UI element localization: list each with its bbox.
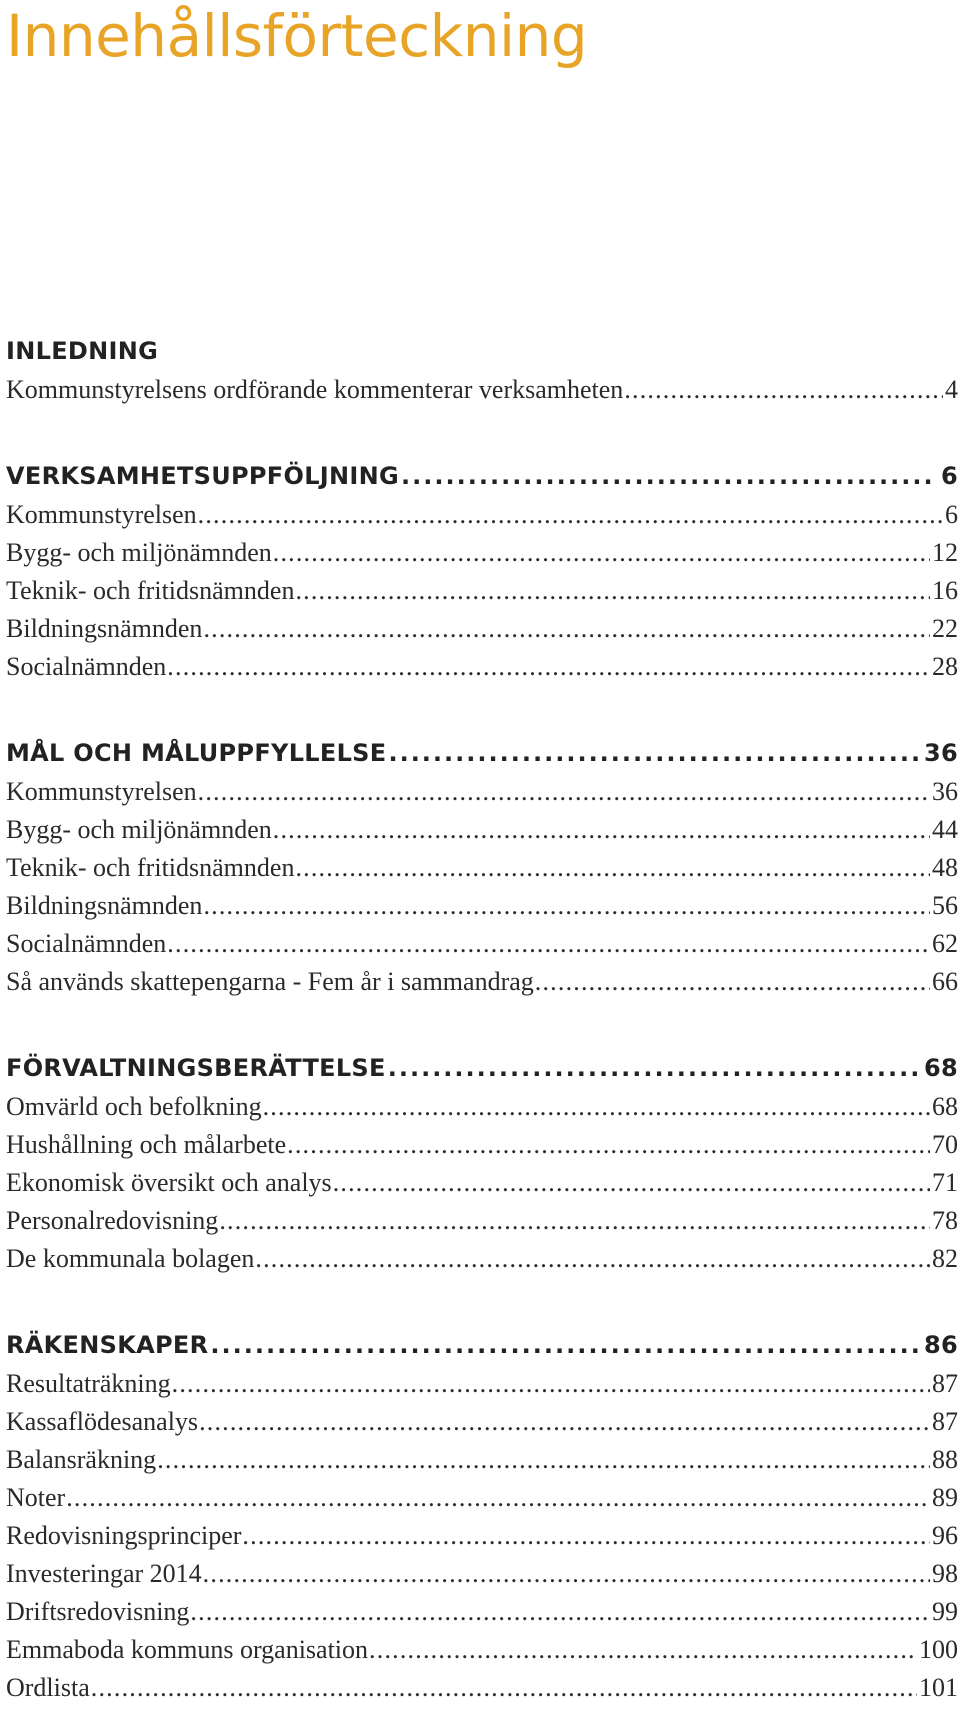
dot-leader (167, 929, 930, 959)
toc-entry-page-number: 99 (932, 1597, 958, 1626)
toc-entry[interactable] (6, 375, 960, 413)
toc-entry-label: Kommunstyrelsens ordförande kommenterar verksamheten (6, 375, 624, 404)
dot-leader (287, 1130, 930, 1160)
toc-section (6, 1054, 960, 1282)
toc-entry-label: Kommunstyrelsen (6, 777, 197, 806)
toc-entry[interactable] (6, 1407, 960, 1445)
toc-entry-page-number: 70 (932, 1130, 958, 1159)
toc-entry-label: Hushållning och målarbete (6, 1130, 287, 1159)
toc-entry-label: Noter (6, 1483, 66, 1512)
dot-leader (535, 967, 930, 997)
page-title: Innehållsförteckning (6, 2, 588, 70)
dot-leader (66, 1483, 930, 1513)
toc-entry[interactable] (6, 1521, 960, 1559)
toc-entry-page-number: 6 (945, 500, 958, 529)
dot-leader (255, 1244, 930, 1274)
toc-heading-label: RÄKENSKAPER (6, 1331, 209, 1359)
toc-entry-page-number: 16 (932, 576, 958, 605)
toc-entry-label: Bygg- och miljönämnden (6, 815, 272, 844)
toc-entry-page-number: 98 (932, 1559, 958, 1588)
dot-leader (273, 538, 930, 568)
toc-entry-label: Redovisningsprinciper (6, 1521, 242, 1550)
toc-heading-label: VERKSAMHETSUPPFÖLJNING (6, 462, 400, 490)
toc-section-heading[interactable] (6, 739, 960, 777)
toc-section (6, 1331, 960, 1711)
dot-leader (199, 1407, 930, 1437)
toc-entry[interactable] (6, 1673, 960, 1711)
toc-entry-page-number: 62 (932, 929, 958, 958)
toc-entry[interactable] (6, 614, 960, 652)
toc-entry-page-number: 87 (932, 1407, 958, 1436)
toc-entry-page-number: 101 (919, 1673, 958, 1702)
dot-leader (198, 500, 943, 530)
toc-entry[interactable] (6, 967, 960, 1005)
dot-leader (172, 1369, 930, 1399)
toc-entry-page-number: 44 (932, 815, 958, 844)
toc-entry[interactable] (6, 1168, 960, 1206)
toc-entry[interactable] (6, 815, 960, 853)
toc-entry-page-number: 4 (945, 375, 958, 404)
toc-section-heading[interactable] (6, 1331, 960, 1369)
dot-leader (295, 853, 930, 883)
toc-entry-page-number: 66 (932, 967, 958, 996)
toc-entry-label: Emmaboda kommuns organisation (6, 1635, 369, 1664)
toc-entry-label: Teknik- och fritidsnämnden (6, 576, 295, 605)
toc-entry-page-number: 88 (932, 1445, 958, 1474)
toc-heading-page-number: 6 (941, 462, 958, 490)
toc-entry-label: Bygg- och miljönämnden (6, 538, 272, 567)
dot-leader (167, 652, 930, 682)
toc-entry-label: Kommunstyrelsen (6, 500, 197, 529)
toc-entry[interactable] (6, 1130, 960, 1168)
dot-leader (210, 1331, 920, 1359)
toc-entry[interactable] (6, 891, 960, 929)
dot-leader (401, 462, 937, 490)
dot-leader (157, 1445, 930, 1475)
dot-leader (369, 1635, 917, 1665)
toc-entry[interactable] (6, 1445, 960, 1483)
toc-entry-page-number: 96 (932, 1521, 958, 1550)
dot-leader (190, 1597, 930, 1627)
toc-entry[interactable] (6, 652, 960, 690)
toc-entry-label: Omvärld och befolkning (6, 1092, 262, 1121)
toc-entry-label: Bildningsnämnden (6, 891, 203, 920)
dot-leader (624, 375, 943, 405)
toc-entry-label: Personalredovisning (6, 1206, 219, 1235)
toc-entry[interactable] (6, 1559, 960, 1597)
toc-heading-page-number: 36 (924, 739, 958, 767)
toc-heading-label: INLEDNING (6, 337, 159, 365)
dot-leader (333, 1168, 930, 1198)
toc-entry-label: Balansräkning (6, 1445, 157, 1474)
toc-entry-label: Socialnämnden (6, 929, 167, 958)
toc-entry-page-number: 78 (932, 1206, 958, 1235)
toc-entry[interactable] (6, 538, 960, 576)
dot-leader (203, 1559, 930, 1589)
toc-entry-label: Kassaflödesanalys (6, 1407, 199, 1436)
toc-entry-label: De kommunala bolagen (6, 1244, 255, 1273)
dot-leader (273, 815, 930, 845)
toc-heading-page-number: 86 (924, 1331, 958, 1359)
toc-entry-page-number: 28 (932, 652, 958, 681)
toc-entry[interactable] (6, 500, 960, 538)
toc-entry-page-number: 68 (932, 1092, 958, 1121)
dot-leader (203, 614, 930, 644)
toc-section-heading[interactable] (6, 337, 960, 375)
toc-heading-label: FÖRVALTNINGSBERÄTTELSE (6, 1054, 386, 1082)
toc-entry-page-number: 71 (932, 1168, 958, 1197)
toc-entry[interactable] (6, 1597, 960, 1635)
toc-entry-label: Bildningsnämnden (6, 614, 203, 643)
dot-leader (219, 1206, 930, 1236)
toc-section-heading[interactable] (6, 462, 960, 500)
toc-entry-page-number: 22 (932, 614, 958, 643)
toc-heading-page-number: 68 (924, 1054, 958, 1082)
toc-entry[interactable] (6, 853, 960, 891)
toc-entry-label: Ordlista (6, 1673, 90, 1702)
toc-entry-page-number: 82 (932, 1244, 958, 1273)
dot-leader (91, 1673, 917, 1703)
toc-entry[interactable] (6, 1483, 960, 1521)
toc-entry-label: Resultaträkning (6, 1369, 171, 1398)
dot-leader (388, 739, 920, 767)
toc-section-heading[interactable] (6, 1054, 960, 1092)
toc-entry[interactable] (6, 929, 960, 967)
toc-entry-page-number: 36 (932, 777, 958, 806)
dot-leader (263, 1092, 930, 1122)
toc-entry-page-number: 87 (932, 1369, 958, 1398)
toc-entry-page-number: 100 (919, 1635, 958, 1664)
toc-entry[interactable] (6, 1206, 960, 1244)
dot-leader (295, 576, 930, 606)
toc-entry[interactable] (6, 1244, 960, 1282)
table-of-contents (6, 337, 960, 1711)
toc-entry-label: Ekonomisk översikt och analys (6, 1168, 332, 1197)
toc-entry[interactable] (6, 1369, 960, 1407)
toc-entry-label: Investeringar 2014 (6, 1559, 202, 1588)
toc-entry-label: Teknik- och fritidsnämnden (6, 853, 295, 882)
toc-entry[interactable] (6, 576, 960, 614)
toc-entry-label: Socialnämnden (6, 652, 167, 681)
toc-entry-page-number: 89 (932, 1483, 958, 1512)
toc-entry-label: Så används skattepengarna - Fem år i sammandrag (6, 967, 534, 996)
dot-leader (203, 891, 930, 921)
toc-section (6, 462, 960, 690)
toc-entry[interactable] (6, 1635, 960, 1673)
toc-entry-label: Driftsredovisning (6, 1597, 190, 1626)
toc-entry[interactable] (6, 777, 960, 815)
dot-leader (242, 1521, 930, 1551)
dot-leader (198, 777, 930, 807)
toc-section (6, 337, 960, 413)
toc-entry[interactable] (6, 1092, 960, 1130)
toc-entry-page-number: 12 (932, 538, 958, 567)
toc-entry-page-number: 56 (932, 891, 958, 920)
dot-leader (388, 1054, 920, 1082)
toc-section (6, 739, 960, 1005)
toc-heading-label: MÅL OCH MÅLUPPFYLLELSE (6, 739, 387, 767)
toc-entry-page-number: 48 (932, 853, 958, 882)
